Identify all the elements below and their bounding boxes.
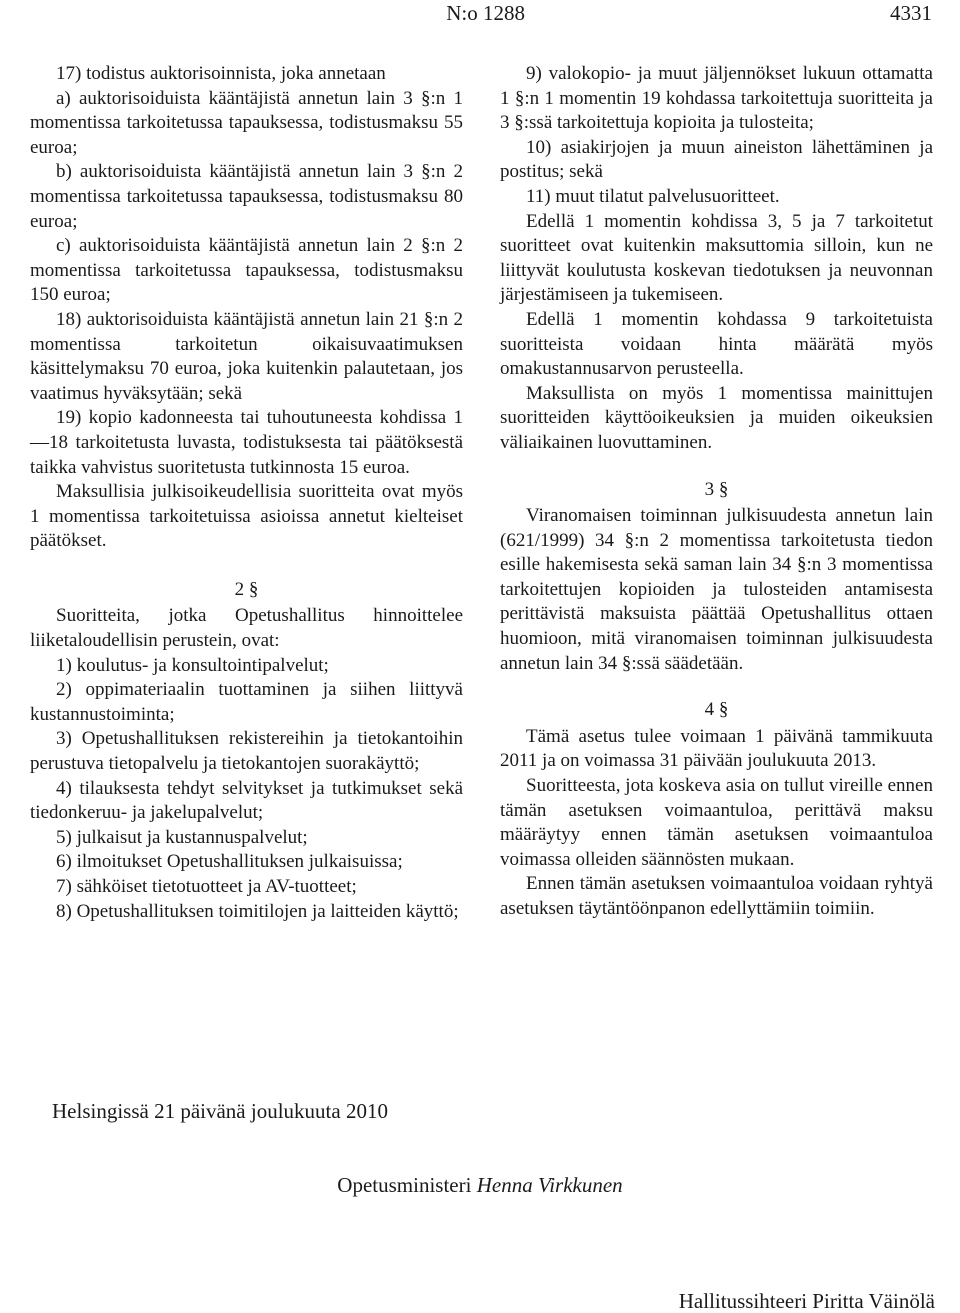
section-heading-4: 4 §	[704, 699, 729, 721]
paragraph: Ennen tämän asetuksen voimaantuloa voidaan ryhtyä asetuksen täytäntöönpanon edellyttämiin toimiin.	[500, 873, 933, 919]
section-heading-2: 2 §	[234, 578, 259, 600]
list-item: 3) Opetushallituksen rekistereihin ja tietokantoihin perustuva tietopalvelu ja tietokantojen suorakäyttö;	[30, 728, 463, 775]
paragraph: Viranomaisen toiminnan julkisuudesta annetun lain (621/1999) 34 §:n 2 momentissa tarkoitetusta tiedon esille hakemisesta sekä saman lain 34 §:n 3 momentissa tarkoitettujen kopioiden ja tulosteiden antamisesta perittävistä maksuista päättää Opetushallitus ottaen huomioon, mitä viranomaisen toiminnan julkisuudesta annetun lain 34 §:ssä säädetään.	[500, 505, 933, 674]
list-item: 5) julkaisut ja kustannuspalvelut;	[56, 826, 308, 848]
right-column	[500, 62, 933, 922]
paragraph: b) auktorisoiduista kääntäjistä annetun lain 3 §:n 2 momentissa tarkoitetussa tapauksessa, todistusmaksu 80 euroa;	[30, 161, 463, 232]
list-item: 8) Opetushallituksen toimitilojen ja laitteiden käyttö;	[56, 900, 459, 922]
paragraph: Edellä 1 momentin kohdissa 3, 5 ja 7 tarkoitetut suoritteet ovat kuitenkin maksuttomia silloin, kun ne liittyvät koulutusta koskevan tiedotuksen ja neuvonnan järjestämiseen ja tukemiseen.	[500, 210, 933, 306]
section-heading-3: 3 §	[704, 478, 729, 500]
list-item: 9) valokopio- ja muut jäljennökset lukuun ottamatta 1 §:n 1 momentin 19 kohdassa tarkoitettuja suoritteita ja 3 §:ssä tarkoitettuja kopioita ja tulosteita;	[500, 63, 933, 134]
list-item: 11) muut tilatut palvelusuoritteet.	[526, 185, 780, 207]
list-item: 2) oppimateriaalin tuottaminen ja siihen liittyvä kustannustoiminta;	[30, 679, 463, 725]
minister-signature	[0, 1172, 960, 1198]
paragraph: Maksullisia julkisoikeudellisia suoritteita ovat myös 1 momentissa tarkoitetuissa asioissa annetut kielteiset päätökset.	[30, 481, 463, 552]
list-item: 6) ilmoitukset Opetushallituksen julkaisuissa;	[56, 851, 403, 873]
paragraph: Maksullista on myös 1 momentissa mainittujen suoritteiden käyttöoikeuksien ja muiden oikeuksien väliaikainen luovuttaminen.	[500, 382, 933, 453]
left-column	[30, 62, 463, 924]
paragraph: Suoritteesta, jota koskeva asia on tullut vireille ennen tämän asetuksen voimaantuloa, perittävä maksu määräytyy ennen tämän asetuksen voimaantuloa voimassa olleiden säännösten mukaan.	[500, 775, 933, 870]
list-item: 7) sähköiset tietotuotteet ja AV-tuotteet;	[56, 876, 357, 897]
list-item: 1) koulutus- ja konsultointipalvelut;	[56, 654, 329, 676]
secretary-signature: Hallitussihteeri Piritta Väinölä	[678, 1289, 935, 1313]
minister-title: Opetusministeri	[337, 1173, 472, 1197]
paragraph: 17) todistus auktorisoinnista, joka annetaan	[56, 63, 386, 84]
paragraph: 19) kopio kadonneesta tai tuhoutuneesta kohdissa 1—18 tarkoitetusta luvasta, todistuksesta tai päätöksestä taikka vahvistus suoritetusta tutkinnosta 15 euroa.	[30, 407, 463, 478]
paragraph: a) auktorisoiduista kääntäjistä annetun lain 3 §:n 1 momentissa tarkoitetussa tapauksessa, todistusmaksu 55 euroa;	[30, 87, 463, 158]
list-item: 10) asiakirjojen ja muun aineiston lähettäminen ja postitus; sekä	[500, 136, 933, 183]
paragraph: c) auktorisoiduista kääntäjistä annetun lain 2 §:n 2 momentissa tarkoitetussa tapauksessa, todistusmaksu 150 euroa;	[30, 235, 463, 306]
statute-number: N:o 1288	[446, 1, 525, 25]
minister-name: Henna Virkkunen	[476, 1173, 623, 1197]
list-item: 4) tilauksesta tehdyt selvitykset ja tutkimukset sekä tiedonkeruu- ja jakelupalvelut;	[30, 777, 463, 824]
paragraph: Edellä 1 momentin kohdassa 9 tarkoitetuista suoritteista voidaan hinta määrätä myös omakustannusarvon perusteella.	[500, 308, 933, 380]
place-date: Helsingissä 21 päivänä joulukuuta 2010	[52, 1099, 388, 1123]
page-number: 4331	[890, 1, 932, 25]
paragraph: Suoritteita, jotka Opetushallitus hinnoittelee liiketaloudellisin perustein, ovat:	[30, 605, 463, 652]
paragraph: 18) auktorisoiduista kääntäjistä annetun lain 21 §:n 2 momentissa tarkoitetun oikaisuvaatimuksen käsittelymaksu 70 euroa, joka kuitenkin palautetaan, jos vaatimus hyväksytään; sekä	[30, 308, 463, 404]
paragraph: Tämä asetus tulee voimaan 1 päivänä tammikuuta 2011 ja on voimassa 31 päivään joulukuuta 2013.	[500, 725, 933, 772]
